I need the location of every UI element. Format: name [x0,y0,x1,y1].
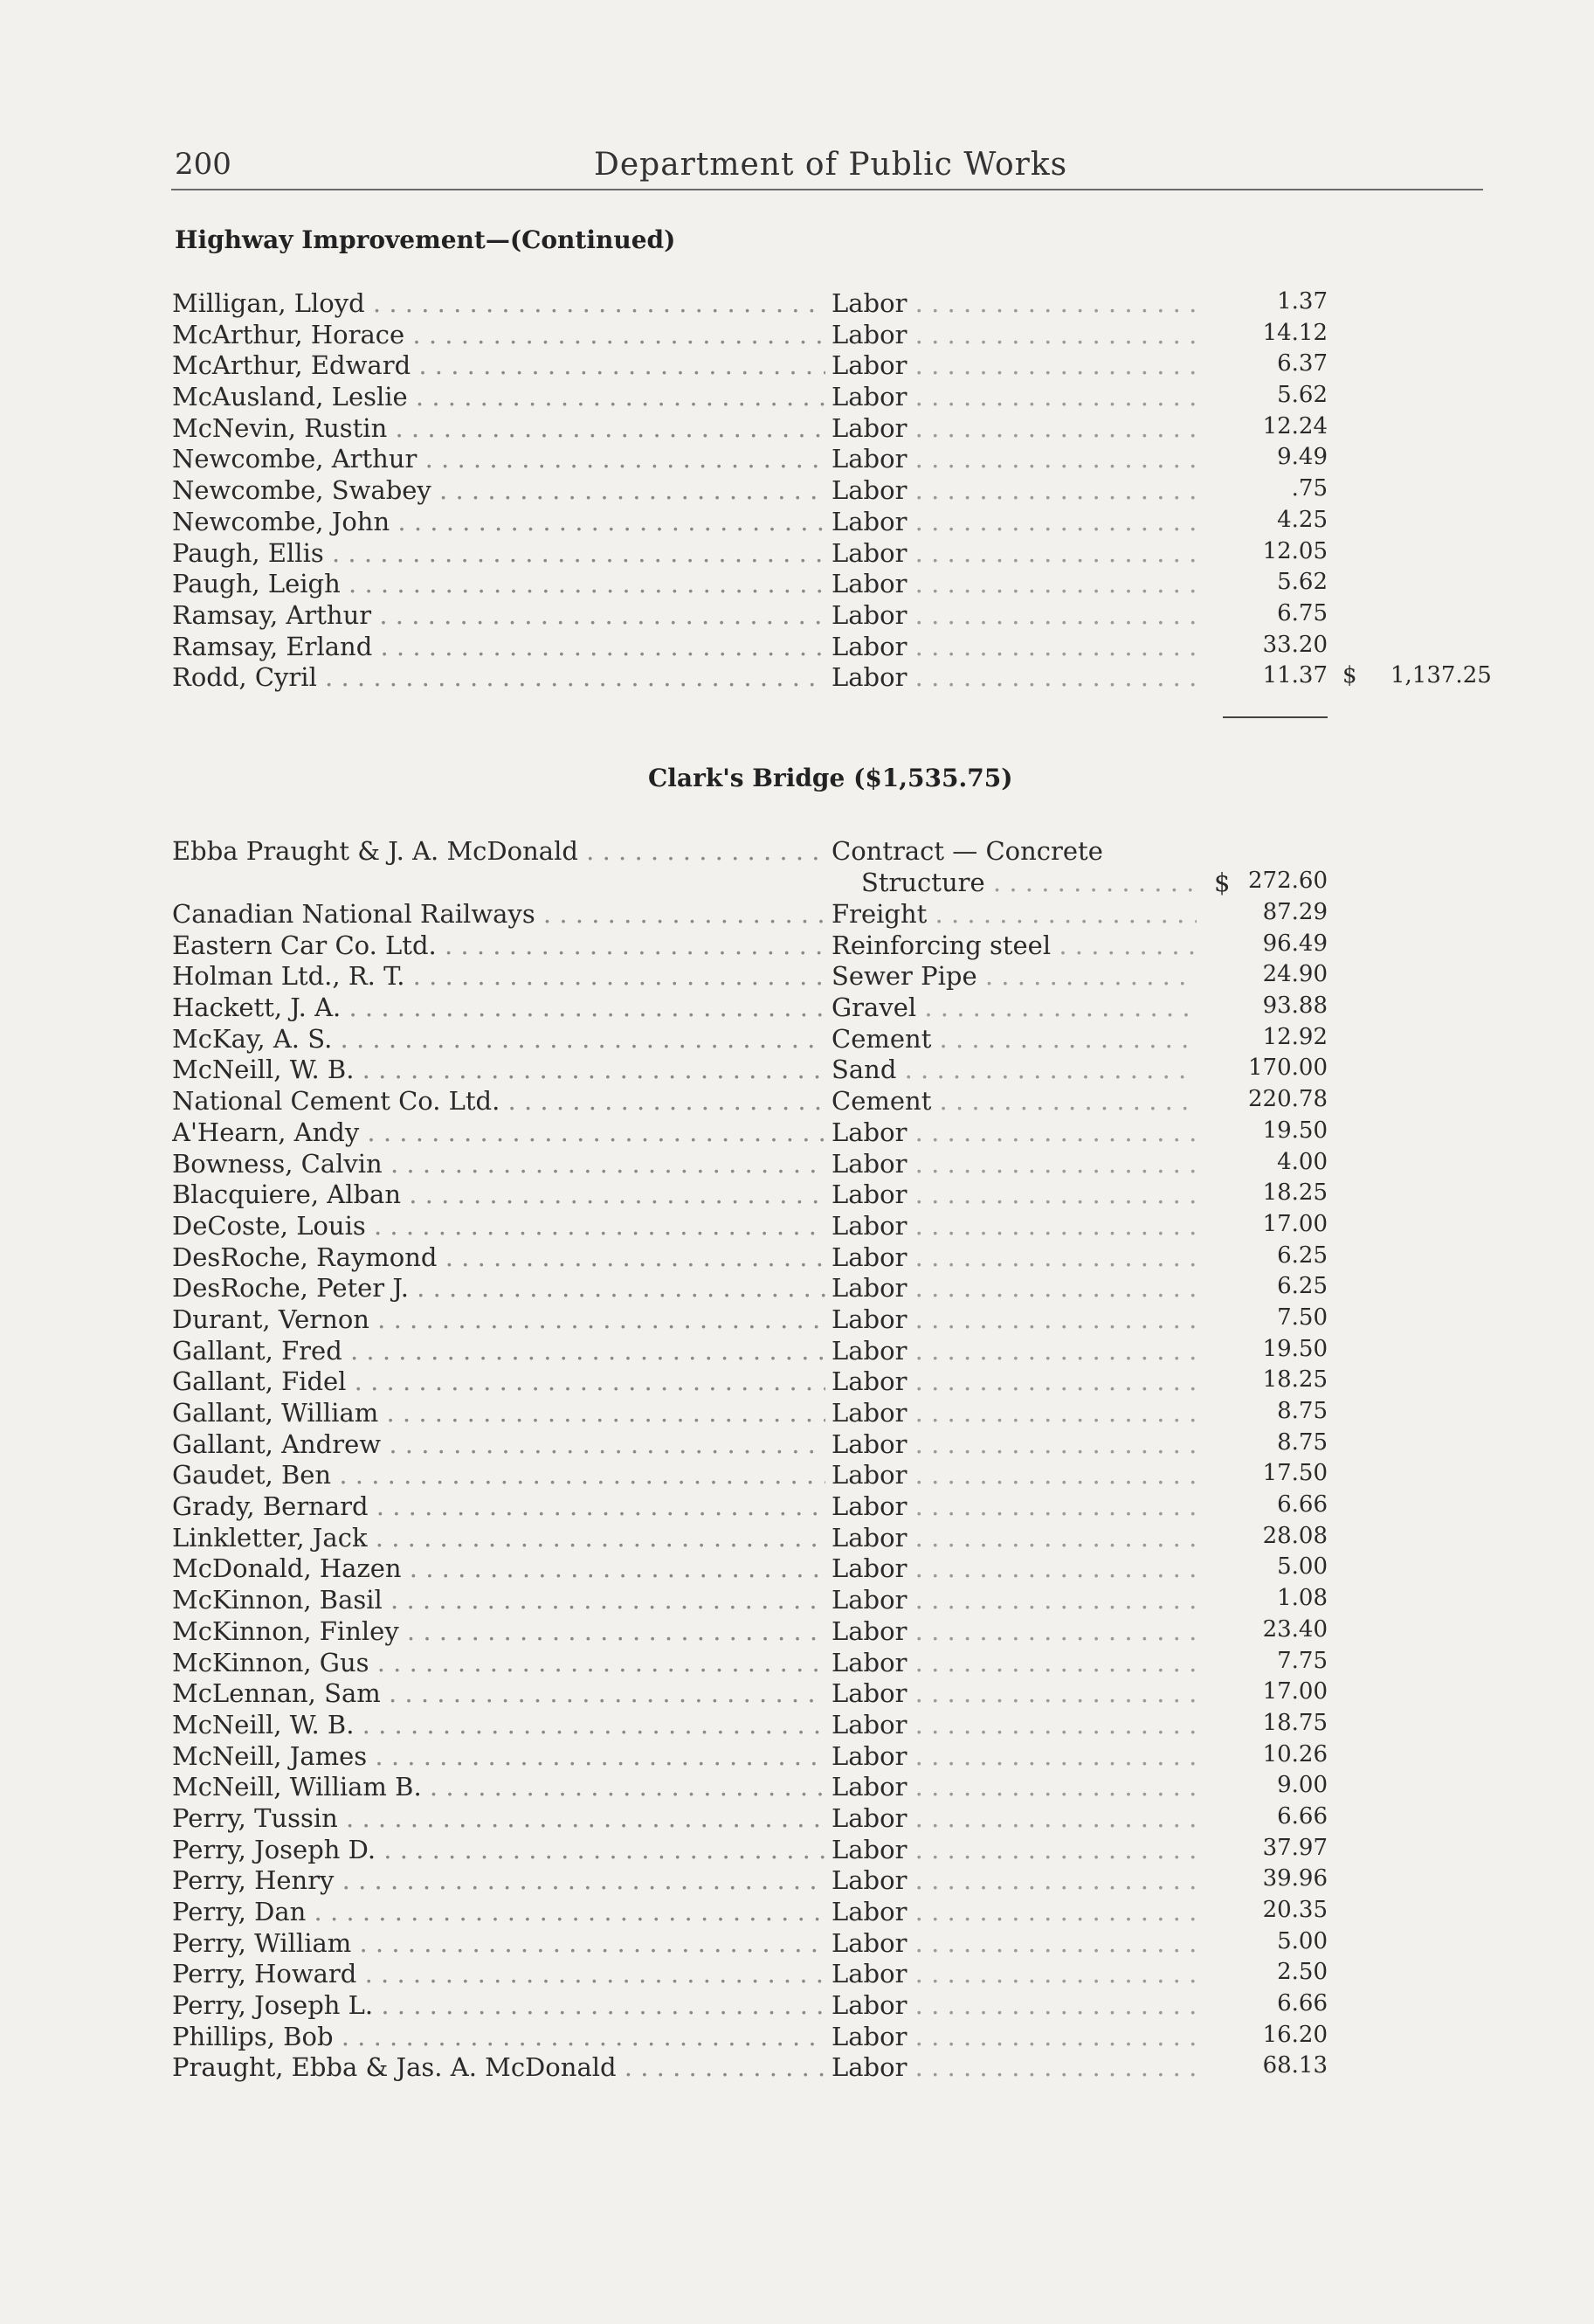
amount: 9.00 [1277,1772,1328,1799]
expense-item: Cement . . . [832,1024,1197,1054]
table-row [0,1242,1594,1274]
expense-item-continued: Structure . . . [832,868,1197,897]
amount: 12.05 [1262,537,1328,564]
table-row [0,444,1594,475]
expense-item: Labor . . . [832,1865,1197,1895]
expense-item: Labor . . . [832,320,1197,349]
payee-name: McKinnon, Gus . . . [172,1648,825,1677]
expense-item: Labor . . . [832,538,1197,568]
table-row [0,569,1594,600]
payee-name: McLennan, Sam . . . [172,1678,825,1708]
expense-item: Labor . . . [832,1897,1197,1926]
table-row [0,538,1594,570]
amount: 33.20 [1262,631,1328,658]
payee-name: Perry, Henry . . . [172,1865,825,1895]
expense-item: Labor . . . [832,1242,1197,1272]
amount: .75 [1291,475,1328,502]
total-dollar-sign: $ [1342,662,1357,689]
amount: 170.00 [1248,1055,1328,1082]
amount: 18.25 [1262,1366,1328,1394]
expense-item: Labor . . . [832,2022,1197,2051]
amount: 12.92 [1262,1023,1328,1050]
amount: 7.75 [1277,1647,1328,1674]
amount: 6.66 [1277,1990,1328,2017]
payee-name: McNeill, William B. . . . [172,1772,825,1802]
expense-item: Labor . . . [832,475,1197,505]
amount: 24.90 [1262,961,1328,988]
amount: 8.75 [1277,1428,1328,1456]
payee-name: Eastern Car Co. Ltd. . . . [172,930,825,960]
table-row [0,600,1594,632]
payee-name: Canadian National Railways . . . [172,899,825,929]
highway-expense-list [0,288,1594,694]
payee-name: Blacquiere, Alban . . . [172,1179,825,1209]
payee-name: Newcombe, John . . . [172,507,825,536]
expense-item: Labor . . . [832,288,1197,318]
expense-item: Labor . . . [832,1366,1197,1396]
amount: 6.66 [1277,1491,1328,1518]
payee-name: Perry, Joseph L. . . . [172,1990,825,2020]
table-row [0,507,1594,538]
payee-name: A'Hearn, Andy . . . [172,1117,825,1147]
amount: 19.50 [1262,1335,1328,1362]
payee-name: Gallant, Fidel . . . [172,1366,825,1396]
amount: 5.00 [1277,1927,1328,1954]
table-row [0,1648,1594,1679]
table-row [0,1086,1594,1117]
amount: 6.75 [1277,599,1328,626]
amount: 68.13 [1262,2052,1328,2079]
payee-name: McDonald, Hazen . . . [172,1553,825,1583]
table-row [0,1959,1594,1990]
payee-name: Gallant, Andrew . . . [172,1429,825,1459]
payee-name: DesRoche, Raymond . . . [172,1242,825,1272]
payee-name: DesRoche, Peter J. . . . [172,1273,825,1303]
table-row [0,1304,1594,1336]
amount: 17.50 [1262,1460,1328,1487]
amount: 2.50 [1277,1959,1328,1986]
payee-name: McKay, A. S. . . . [172,1024,825,1054]
dollar-sign: $ [1214,867,1231,897]
expense-item: Labor . . . [832,350,1197,380]
amount: 220.78 [1248,1086,1328,1113]
expense-item: Labor . . . [832,1304,1197,1334]
table-row [0,2052,1594,2084]
amount: 87.29 [1262,899,1328,925]
expense-item: Sand . . . [832,1055,1197,1084]
section-heading-highway: Highway Improvement—(Continued) [175,225,676,254]
expense-item: Labor . . . [832,1959,1197,1989]
payee-name: McNeill, W. B. . . . [172,1710,825,1740]
amount: 9.49 [1277,444,1328,471]
amount: 5.62 [1277,569,1328,596]
payee-name: Bowness, Calvin . . . [172,1149,825,1179]
table-row [0,1553,1594,1585]
expense-item: Labor . . . [832,1336,1197,1366]
amount: 28.08 [1262,1522,1328,1549]
expense-item: Labor . . . [832,632,1197,661]
amount: 4.00 [1277,1148,1328,1175]
amount: 37.97 [1262,1834,1328,1861]
payee-name: McNevin, Rustin . . . [172,413,825,443]
payee-name: Paugh, Ellis . . . [172,538,825,568]
table-row [0,836,1594,868]
payee-name: Perry, Joseph D. . . . [172,1835,825,1864]
amount: 7.50 [1277,1304,1328,1331]
payee-name: Phillips, Bob . . . [172,2022,825,2051]
amount: 5.62 [1277,382,1328,409]
table-row [0,350,1594,382]
expense-item: Freight . . . [832,899,1197,929]
table-row [0,1741,1594,1773]
table-row [0,632,1594,663]
table-row [0,1772,1594,1803]
expense-item: Labor . . . [832,600,1197,630]
payee-name: Praught, Ebba & Jas. A. McDonald . . . [172,2052,825,2082]
expense-item: Labor . . . [832,1117,1197,1147]
expense-item: Labor . . . [832,413,1197,443]
clarks-bridge-expense-list [0,899,1594,2084]
table-row [0,1928,1594,1960]
payee-name: Newcombe, Arthur . . . [172,444,825,474]
table-row [0,413,1594,445]
amount: 18.75 [1262,1709,1328,1736]
table-row [0,1835,1594,1866]
amount: 17.00 [1262,1210,1328,1237]
amount: 17.00 [1262,1678,1328,1705]
expense-item: Labor . . . [832,1803,1197,1833]
page-number: 200 [175,147,231,182]
expense-item: Labor . . . [832,2052,1197,2082]
expense-item: Labor . . . [832,1211,1197,1241]
payee-name: Gallant, William . . . [172,1398,825,1428]
expense-item: Labor . . . [832,444,1197,474]
expense-item: Labor . . . [832,662,1197,692]
payee-name: Perry, Tussin . . . [172,1803,825,1833]
expense-item: Labor . . . [832,1990,1197,2020]
payee-name: Gaudet, Ben . . . [172,1460,825,1490]
payee-name: McArthur, Edward . . . [172,350,825,380]
amount: 1.37 [1277,288,1328,315]
amount: 23.40 [1262,1615,1328,1643]
amount: 8.75 [1277,1398,1328,1424]
amount: 12.24 [1262,412,1328,439]
header-rule [171,189,1483,190]
payee-name: McArthur, Horace . . . [172,320,825,349]
amount: 10.26 [1262,1740,1328,1767]
payee-name: Milligan, Lloyd . . . [172,288,825,318]
table-row [0,320,1594,351]
table-row [0,475,1594,507]
amount: 39.96 [1262,1865,1328,1892]
expense-item: Labor . . . [832,1772,1197,1802]
expense-item: Labor . . . [832,1616,1197,1646]
expense-item: Labor . . . [832,1835,1197,1864]
table-row [0,1491,1594,1523]
expense-item: Labor . . . [832,507,1197,536]
table-row [0,288,1594,320]
expense-item: Labor . . . [832,1429,1197,1459]
table-row [0,1897,1594,1928]
expense-item: Labor . . . [832,1460,1197,1490]
payee-name: Gallant, Fred . . . [172,1336,825,1366]
section-heading-clarks-bridge: Clark's Bridge ($1,535.75) [648,764,1013,792]
expense-item: Sewer Pipe . . . [832,961,1197,991]
expense-item: Labor . . . [832,1149,1197,1179]
payee-name: Paugh, Leigh . . . [172,569,825,598]
amount: 1.08 [1277,1585,1328,1612]
expense-item: Contract — Concrete [832,836,1103,866]
expense-item: Cement . . . [832,1086,1197,1116]
amount: 18.25 [1262,1179,1328,1207]
amount: 6.25 [1277,1273,1328,1300]
table-row [0,1117,1594,1149]
table-row [0,1678,1594,1710]
payee-name: Ebba Praught & J. A. McDonald . . . [172,836,825,866]
amount: 96.49 [1262,930,1328,957]
amount: 11.37 [1262,662,1328,689]
payee-name: Ramsay, Arthur . . . [172,600,825,630]
expense-item: Labor . . . [832,1523,1197,1553]
table-row [0,1398,1594,1429]
table-row [0,1336,1594,1367]
running-header [0,147,1594,185]
amount: 93.88 [1262,993,1328,1020]
payee-name: Perry, Dan . . . [172,1897,825,1926]
expense-item: Labor . . . [832,1648,1197,1677]
expense-item: Labor . . . [832,1273,1197,1303]
table-row [0,1273,1594,1304]
payee-name: Linkletter, Jack . . . [172,1523,825,1553]
table-row [0,993,1594,1024]
table-row [0,930,1594,962]
expense-item: Labor . . . [832,1678,1197,1708]
table-row [0,1803,1594,1835]
amount: 6.37 [1277,350,1328,377]
table-row [0,662,1594,694]
table-row [0,382,1594,413]
table-row [0,1710,1594,1741]
payee-name: Rodd, Cyril . . . [172,662,825,692]
table-row [0,1523,1594,1554]
expense-item: Labor . . . [832,1398,1197,1428]
table-row [0,1429,1594,1461]
payee-name: Perry, Howard . . . [172,1959,825,1989]
table-row [0,899,1594,930]
expense-item: Labor . . . [832,382,1197,412]
payee-name: McNeill, W. B. . . . [172,1055,825,1084]
amount: 14.12 [1262,319,1328,346]
amount: 19.50 [1262,1117,1328,1144]
amount: 16.20 [1262,2021,1328,2048]
table-row [0,1179,1594,1211]
expense-item: Gravel . . . [832,993,1197,1022]
payee-name: Newcombe, Swabey . . . [172,475,825,505]
amount: 4.25 [1277,506,1328,533]
payee-name: McNeill, James . . . [172,1741,825,1771]
expense-item: Labor . . . [832,1710,1197,1740]
expense-item: Labor . . . [832,1741,1197,1771]
amount: 272.60 [1248,867,1328,894]
expense-item: Labor . . . [832,1585,1197,1615]
payee-name: Holman Ltd., R. T. . . . [172,961,825,991]
payee-name: Perry, William . . . [172,1928,825,1958]
table-row [0,1366,1594,1398]
expense-item: Labor . . . [832,1491,1197,1521]
payee-name: Durant, Vernon . . . [172,1304,825,1334]
payee-name: McKinnon, Basil . . . [172,1585,825,1615]
clarks-bridge-first-entry [0,836,1594,898]
amount: 6.66 [1277,1802,1328,1829]
table-row [0,1460,1594,1491]
payee-name: DeCoste, Louis . . . [172,1211,825,1241]
expense-item: Labor . . . [832,1553,1197,1583]
expense-item: Labor . . . [832,1179,1197,1209]
table-row [0,1149,1594,1180]
table-row [0,961,1594,993]
payee-name: National Cement Co. Ltd. . . . [172,1086,825,1116]
payee-name: Grady, Bernard . . . [172,1491,825,1521]
expense-item: Labor . . . [832,1928,1197,1958]
table-row [0,2022,1594,2053]
amount: 20.35 [1262,1897,1328,1923]
payee-name: McKinnon, Finley . . . [172,1616,825,1646]
amount: 5.00 [1277,1553,1328,1580]
table-row [0,1024,1594,1055]
table-row-continuation [0,868,1594,899]
table-row [0,1055,1594,1086]
expense-item: Reinforcing steel . . . [832,930,1197,960]
payee-name: McAusland, Leslie . . . [172,382,825,412]
amount: 6.25 [1277,1242,1328,1269]
running-title: Department of Public Works [594,147,1068,183]
table-row [0,1865,1594,1897]
section-total: 1,137.25 [1390,662,1492,689]
payee-name: Ramsay, Erland . . . [172,632,825,661]
table-row [0,1585,1594,1616]
expense-item: Labor . . . [832,569,1197,598]
table-row [0,1616,1594,1648]
payee-name: Hackett, J. A. . . . [172,993,825,1022]
subtotal-rule [1223,716,1328,718]
table-row [0,1211,1594,1242]
table-row [0,1990,1594,2022]
